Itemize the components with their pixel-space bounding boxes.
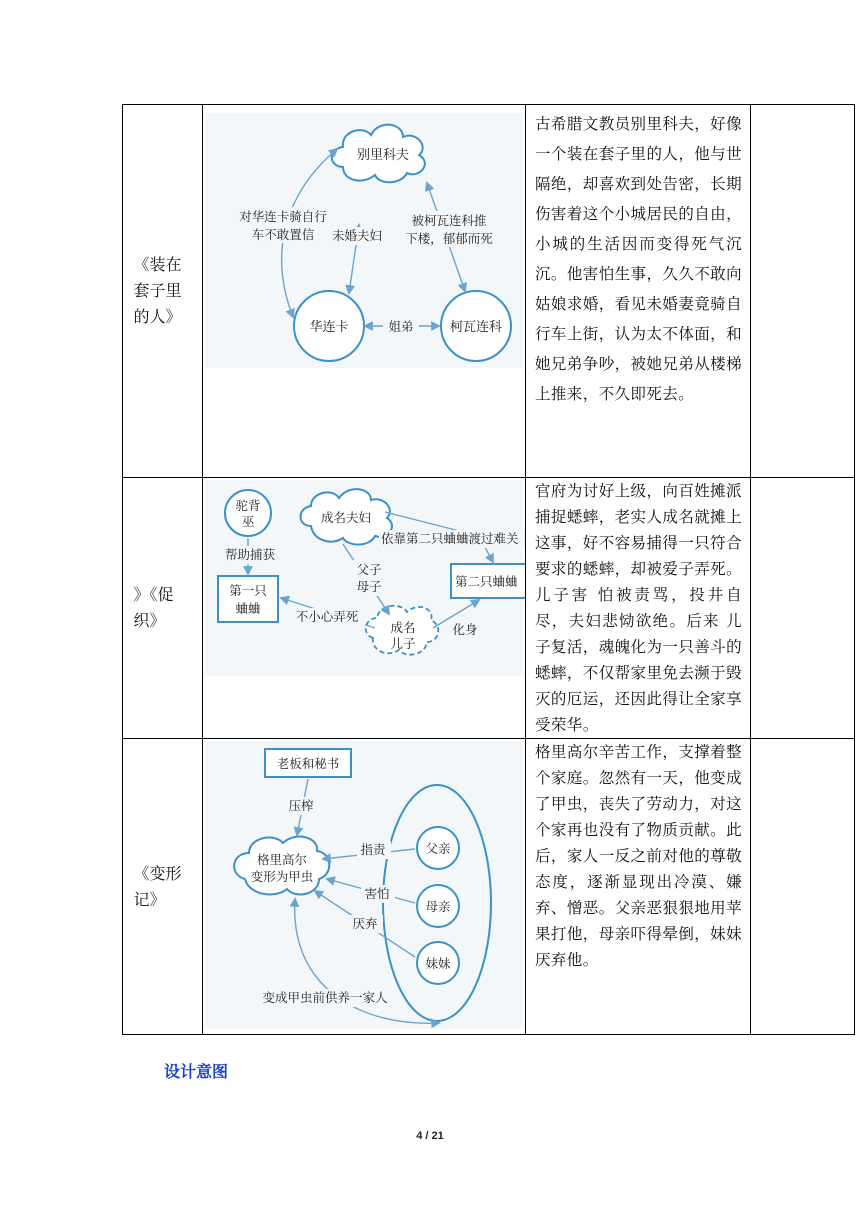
work-title: 《装在套子里的人》 (133, 255, 182, 326)
node-gregor-2: 变形为甲虫 (250, 869, 314, 884)
node-son-1: 成名 (390, 620, 416, 635)
work-summary: 古希腊文教员别里科夫，好像一个装在套子里的人，他与世隔绝，却喜欢到处告密，长期伤害着这个小城居民的自由，小城的生活因而变得死气沉沉。他害怕生事，久久不敢向姑娘求婚，看见未婚妻竟骑自行车上街，认为太不体面，和她兄弟争吵，被她兄弟从楼梯上推来，不久即死去。 (535, 115, 742, 403)
table-row (123, 478, 855, 739)
character-diagram (203, 739, 525, 1034)
edge-label-rely: 依靠第二只蛐蛐渡过难关 (381, 531, 519, 546)
character-diagram-cell (203, 105, 526, 478)
node-father: 父亲 (425, 841, 451, 856)
empty-cell (751, 478, 855, 739)
table-row (123, 105, 855, 478)
summary-cell (526, 478, 751, 739)
edge-label-help-catch: 帮助捕获 (224, 547, 276, 562)
work-title: 《变形记》 (133, 863, 182, 909)
edge-label-blame: 指责 (360, 842, 386, 857)
circle-node-shape (225, 490, 271, 536)
node-boss: 老板和秘书 (276, 756, 340, 771)
work-title-cell (123, 739, 203, 1035)
node-witch-2: 巫 (241, 514, 255, 529)
work-summary: 官府为讨好上级，向百姓摊派捕捉蟋蟀，老实人成名就摊上这事，好不容易捕得一只符合要求的蟋蟀，却被爱子弄死。儿子害 怕被责骂，投井自尽，夫妇悲恸欲绝。后来 儿子复活，魂魄化为一只善斗的蟋蟀，不仅帮家里免去濒于毁灭的厄运，还因此得让全家享受荣华。 (535, 482, 742, 734)
node-first-cricket-1: 第一只 (229, 583, 267, 598)
edge-label-disbelief-2: 车不敢置信 (251, 227, 315, 242)
character-diagram (203, 478, 525, 725)
node-first-cricket-2: 蛐蛐 (235, 601, 261, 616)
summary-cell (526, 105, 751, 478)
edge-label-disbelief-1: 对华连卡骑自行 (239, 209, 327, 224)
edge-label-parent-2: 母子 (356, 579, 382, 594)
edge-label-parent-1: 父子 (356, 562, 382, 577)
edge-label-fear: 害怕 (364, 886, 390, 901)
node-witch-1: 驼背 (235, 498, 261, 513)
node-kovalenko: 柯瓦连科 (449, 320, 503, 335)
node-couple: 成名夫妇 (320, 510, 372, 525)
character-diagram-cell (203, 478, 526, 739)
node-varenka: 华连卡 (309, 320, 349, 335)
node-mother: 母亲 (425, 899, 451, 914)
node-gregor-1: 格里高尔 (256, 852, 308, 867)
edge-label-killed: 不小心弄死 (295, 609, 359, 624)
empty-cell (751, 105, 855, 478)
node-sister: 妹妹 (425, 956, 451, 971)
page-number: 4 / 21 (416, 1130, 444, 1142)
novel-comparison-table (122, 104, 855, 1035)
edge-label-pushed-1: 被柯瓦连科推 (411, 213, 487, 228)
edge-label-engaged: 未婚夫妇 (331, 228, 383, 243)
empty-cell (751, 739, 855, 1035)
edge-label-support: 变成甲虫前供养一家人 (262, 990, 388, 1005)
character-diagram-cell (203, 739, 526, 1035)
work-summary: 格里高尔辛苦工作，支撑着整个家庭。忽然有一天，他变成了甲虫，丧失了劳动力，对这个家再也没有了物质贡献。此后，家人一反之前对他的尊敬态度，逐渐显现出冷漠、嫌弃、憎恶。父亲恶狠狠地用苹果打他，母亲吓得晕倒，妹妹厌弃他。 (535, 743, 742, 969)
node-belikov: 别里科夫 (356, 148, 410, 163)
node-second-cricket: 第二只蛐蛐 (455, 574, 518, 589)
edge-label-transform: 化身 (452, 622, 478, 637)
table-row (123, 739, 855, 1035)
edge-label-siblings: 姐弟 (388, 319, 414, 334)
edge-label-squeeze: 压榨 (288, 798, 314, 813)
edge-label-abandon: 厌弃 (352, 916, 378, 931)
edge-label-pushed-2: 下楼，郁郁而死 (405, 231, 493, 246)
summary-cell (526, 739, 751, 1035)
work-title: 》《促织》 (133, 585, 174, 630)
node-son-2: 儿子 (390, 636, 416, 651)
section-heading: 设计意图 (164, 1062, 229, 1081)
work-title-cell (123, 105, 203, 478)
character-diagram (203, 105, 525, 477)
work-title-cell (123, 478, 203, 739)
